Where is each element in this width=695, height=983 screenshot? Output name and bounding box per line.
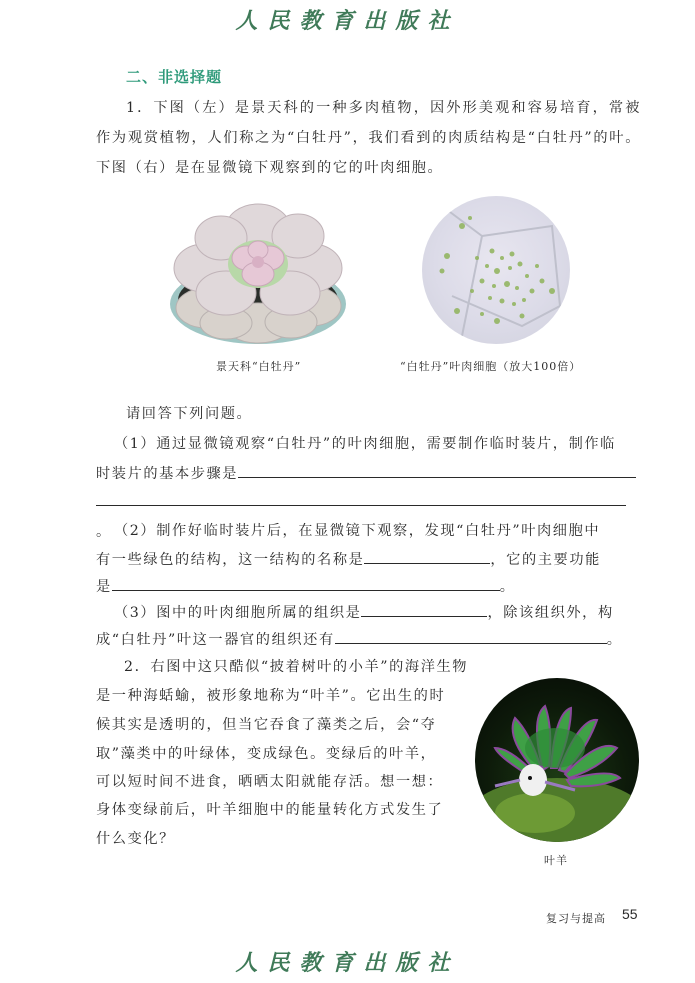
question-2-line-2: 是一种海蛞蝓，被形象地称为“叶羊”。它出生的时: [96, 688, 446, 704]
sub-question-2-text-a: 有一些绿色的结构，这一结构的名称是: [96, 552, 365, 568]
question-2-line-7: 什么变化？: [96, 831, 175, 847]
publisher-logo-top: 人民教育出版社: [235, 8, 460, 34]
answer-blank-2a[interactable]: [364, 546, 490, 564]
figure-right-caption: “白牡丹”叶肉细胞（放大100倍）: [400, 360, 582, 373]
answer-blank-2b[interactable]: [112, 573, 500, 591]
sub-question-3-text-a: （3）图中的叶肉细胞所属的组织是: [114, 605, 362, 621]
sub-question-3-line-1: [96, 598, 641, 628]
footer-section-label: 复习与提高: [546, 912, 606, 925]
sub-question-3-text-c: 成“白牡丹”叶这一器官的组织还有: [96, 632, 335, 648]
answer-prompt: 请回答下列问题。: [126, 406, 253, 422]
period: 。: [606, 632, 623, 648]
sub-question-2-text-c: 是: [96, 579, 112, 595]
leaf-cells-micrograph: [422, 196, 570, 344]
sub-question-1-text: 时装片的基本步骤是: [96, 466, 239, 482]
answer-blank-1b[interactable]: [96, 488, 626, 506]
question-2-line-6: 身体变绿前后，叶羊细胞中的能量转化方式发生了: [96, 802, 444, 818]
question-1-intro: 1．下图（左）是景天科的一种多肉植物，因外形美观和容易培育，常被作为观赏植物，人们称之为“白牡丹”，我们看到的肉质结构是“白牡丹”的叶。下图（右）是在显微镜下观察到的它的叶肉细胞。: [96, 100, 641, 176]
figure-left-caption: 景天科“白牡丹”: [216, 360, 302, 373]
sub-question-3-text-b: ，除该组织外，构: [487, 605, 614, 621]
sub-question-2-text-b: ，它的主要功能: [490, 552, 601, 568]
sub-question-3-line-2: [96, 625, 641, 655]
period: 。: [96, 524, 112, 540]
answer-blank-3a[interactable]: [361, 599, 487, 617]
succulent-image: [166, 198, 350, 348]
sub-question-1-line-2: [96, 459, 641, 489]
section-title: 二、非选择题: [126, 68, 223, 86]
question-2-line-4: 取”藻类中的叶绿体，变成绿色。变绿后的叶羊，: [96, 746, 437, 762]
publisher-logo-bottom: 人民教育出版社: [235, 950, 460, 976]
period: 。: [499, 579, 516, 595]
leaf-sheep-caption: 叶羊: [544, 854, 568, 867]
page-number: 55: [622, 906, 638, 922]
sub-question-2-line-2: [96, 545, 641, 575]
question-2-line-5: 可以短时间不进食，晒晒太阳就能存活。想一想：: [96, 774, 444, 790]
sub-question-2-line-1: （2）制作好临时装片后，在显微镜下观察，发现“白牡丹”叶肉细胞中: [114, 523, 601, 539]
answer-blank-1a[interactable]: [238, 460, 636, 478]
leaf-sheep-image: [475, 678, 639, 842]
question-2-line-3: 候其实是透明的，但当它吞食了藻类之后，会“夺: [96, 717, 437, 733]
question-2-line-1: 2．右图中这只酷似“披着树叶的小羊”的海洋生物: [124, 659, 469, 675]
sub-question-1-line-1: （1）通过显微镜观察“白牡丹”的叶肉细胞，需要制作临时装片，制作临: [114, 436, 616, 452]
answer-blank-3b[interactable]: [335, 626, 607, 644]
